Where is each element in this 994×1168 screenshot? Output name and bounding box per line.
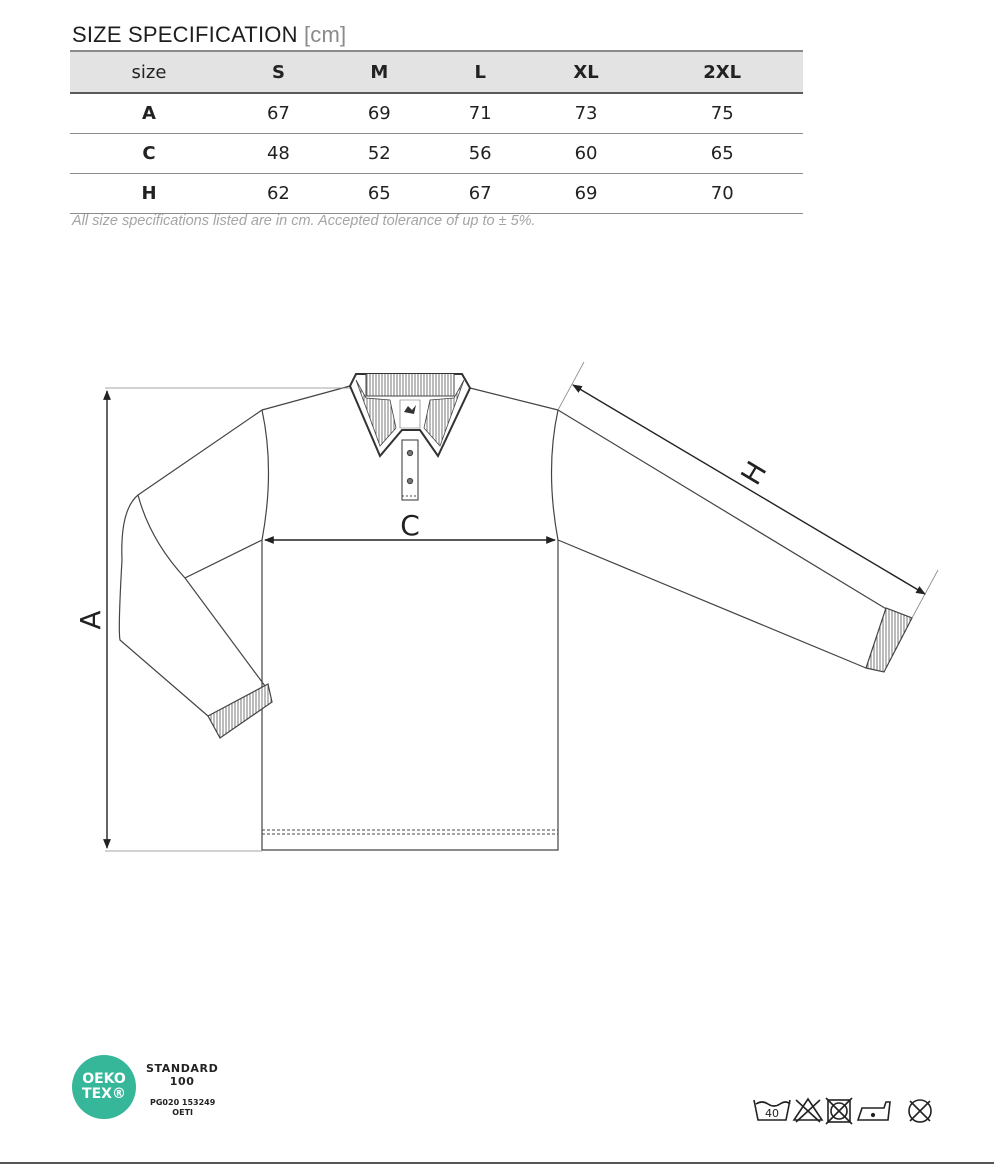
iron-low-icon [858, 1102, 890, 1120]
table-cell: 52 [329, 134, 430, 174]
measurement-a [74, 388, 350, 851]
oeko-logo-line1: OEKO [82, 1071, 126, 1087]
wash-40-icon [754, 1100, 790, 1120]
no-bleach-icon [794, 1099, 822, 1122]
column-header: S [228, 51, 329, 93]
column-header: L [430, 51, 531, 93]
table-cell: 69 [531, 174, 642, 214]
table-cell: 67 [228, 93, 329, 134]
table-cell: 71 [430, 93, 531, 134]
bottom-divider [0, 1162, 994, 1164]
oeko-logo-line2: TEX® [82, 1086, 126, 1102]
oeko-tex-logo [72, 1055, 136, 1119]
standard-number: 100 [169, 1075, 195, 1088]
standard-label: STANDARD [146, 1062, 219, 1075]
certificate-code: PG020 153249 [150, 1098, 216, 1107]
right-sleeve [558, 410, 888, 668]
certificate-institute: OETI [172, 1108, 193, 1117]
no-dry-clean-icon [909, 1100, 931, 1122]
tolerance-note: All size specifications listed are in cm. Accepted tolerance of up to ± 5%. [72, 213, 536, 229]
table-cell: 65 [329, 174, 430, 214]
measurement-c [265, 509, 555, 542]
placket [402, 440, 418, 500]
table-cell: 75 [641, 93, 803, 134]
oeko-standard [146, 1062, 218, 1088]
column-header: 2XL [641, 51, 803, 93]
left-sleeve [119, 410, 268, 716]
table-cell: 67 [430, 174, 531, 214]
oeko-certificate [150, 1098, 215, 1118]
no-tumble-dry-icon [826, 1098, 852, 1124]
table-cell: 65 [641, 134, 803, 174]
collar [350, 374, 470, 456]
label-a: A [74, 610, 107, 630]
row-label: A [70, 93, 228, 134]
table-cell: 56 [430, 134, 531, 174]
title-text: SIZE SPECIFICATION [72, 22, 298, 47]
measurement-h [558, 362, 938, 618]
table-cell: 69 [329, 93, 430, 134]
table-cell: 70 [641, 174, 803, 214]
care-symbols [752, 1096, 940, 1126]
table-cell: 73 [531, 93, 642, 134]
title-unit: [cm] [303, 22, 347, 47]
table-cell: 48 [228, 134, 329, 174]
column-header: XL [531, 51, 642, 93]
table-cell: 60 [531, 134, 642, 174]
right-cuff [866, 608, 912, 672]
row-label: C [70, 134, 228, 174]
wash-temperature: 40 [765, 1107, 779, 1120]
column-header: size [70, 51, 228, 93]
label-h: H [734, 455, 774, 491]
table-cell: 62 [228, 174, 329, 214]
row-label: H [70, 174, 228, 214]
column-header: M [329, 51, 430, 93]
label-c: C [400, 509, 420, 542]
